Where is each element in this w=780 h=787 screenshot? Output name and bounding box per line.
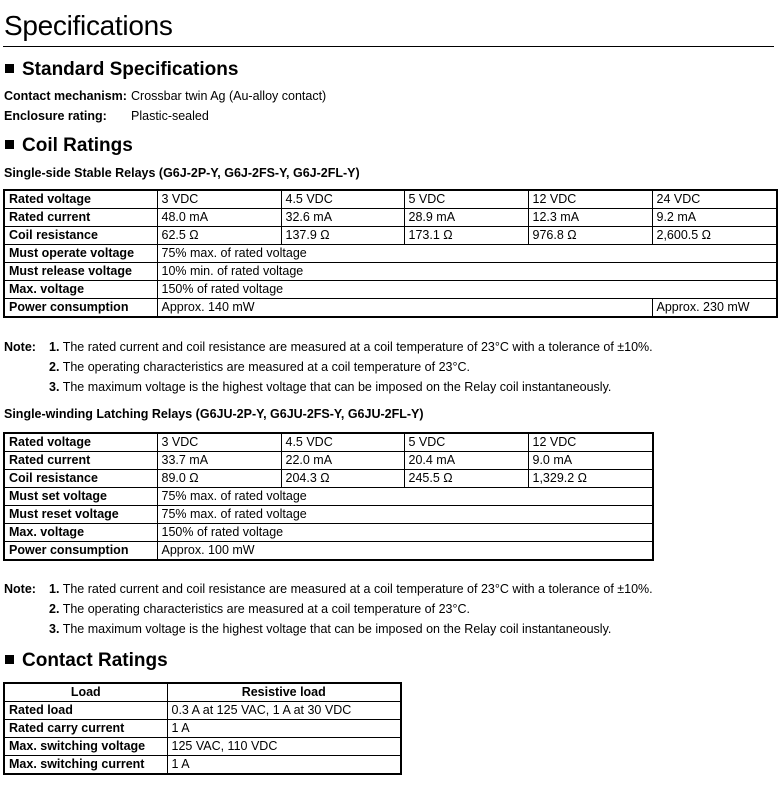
table-cell: 245.5 Ω: [404, 470, 528, 488]
note-text: The maximum voltage is the highest voltage that can be imposed on the Relay coil instantaneously.: [62, 622, 612, 636]
table-row: [4, 488, 653, 506]
row-label: Rated current: [4, 209, 157, 227]
note-number: 2.: [49, 360, 60, 374]
row-label: Must reset voltage: [4, 506, 157, 524]
table-cell: 1 A: [167, 756, 401, 775]
spec-value: Plastic-sealed: [131, 109, 209, 123]
row-label: Power consumption: [4, 299, 157, 318]
row-label: Rated voltage: [4, 190, 157, 209]
table-cell: 125 VAC, 110 VDC: [167, 738, 401, 756]
table-cell: 5 VDC: [404, 190, 528, 209]
table-cell: Approx. 100 mW: [157, 542, 653, 561]
table-cell: 12.3 mA: [528, 209, 652, 227]
table-cell: 28.9 mA: [404, 209, 528, 227]
table-cell: 24 VDC: [652, 190, 777, 209]
table-cell: 137.9 Ω: [281, 227, 404, 245]
spec-row-enclosure-rating: [4, 108, 209, 124]
table-cell: Approx. 230 mW: [652, 299, 777, 318]
row-label: Rated carry current: [4, 720, 167, 738]
table-cell: 12 VDC: [528, 433, 653, 452]
stable-relays-subtitle: Single-side Stable Relays (G6J-2P-Y, G6J-2FS-Y, G6J-2FL-Y): [4, 166, 360, 180]
square-bullet-icon: [5, 655, 14, 664]
spec-row-contact-mechanism: [4, 88, 326, 104]
table-row: [4, 702, 401, 720]
square-bullet-icon: [5, 140, 14, 149]
note-text: The rated current and coil resistance are measured at a coil temperature of 23°C with a tolerance of ±10%.: [62, 340, 653, 354]
table-cell: 22.0 mA: [281, 452, 404, 470]
table-cell: 62.5 Ω: [157, 227, 281, 245]
latching-coil-ratings-table: [3, 432, 654, 561]
table-cell: 0.3 A at 125 VAC, 1 A at 30 VDC: [167, 702, 401, 720]
table-cell: 10% min. of rated voltage: [157, 263, 777, 281]
table-cell: 3 VDC: [157, 190, 281, 209]
row-label: Coil resistance: [4, 470, 157, 488]
note-label: Note:: [4, 340, 36, 354]
note-text: The operating characteristics are measured at a coil temperature of 23°C.: [62, 360, 470, 374]
table-row: [4, 720, 401, 738]
table-cell: 9.2 mA: [652, 209, 777, 227]
table-cell: 150% of rated voltage: [157, 524, 653, 542]
table-cell: 173.1 Ω: [404, 227, 528, 245]
note-text: The maximum voltage is the highest voltage that can be imposed on the Relay coil instantaneously.: [62, 380, 612, 394]
note-number: 2.: [49, 602, 60, 616]
table-row: [4, 542, 653, 561]
spec-value: Crossbar twin Ag (Au-alloy contact): [131, 89, 327, 103]
coil-ratings-heading: [3, 134, 133, 158]
row-label: Max. switching current: [4, 756, 167, 775]
square-bullet-icon: [5, 64, 14, 73]
table-row: [4, 524, 653, 542]
note-number: 1.: [49, 582, 60, 596]
row-label: Must set voltage: [4, 488, 157, 506]
table-header-row: [4, 683, 401, 702]
table-cell: 1 A: [167, 720, 401, 738]
row-label: Must operate voltage: [4, 245, 157, 263]
coil-ratings-heading-text: Coil Ratings: [22, 135, 133, 156]
table-cell: 204.3 Ω: [281, 470, 404, 488]
table-cell: 48.0 mA: [157, 209, 281, 227]
row-label: Rated load: [4, 702, 167, 720]
note-text: The operating characteristics are measured at a coil temperature of 23°C.: [62, 602, 470, 616]
table-row: [4, 470, 653, 488]
table-row: [4, 452, 653, 470]
table-row: [4, 263, 777, 281]
row-label: Must release voltage: [4, 263, 157, 281]
row-label: Max. switching voltage: [4, 738, 167, 756]
page-title: Specifications: [4, 10, 173, 41]
contact-ratings-heading-text: Contact Ratings: [22, 650, 168, 671]
note-number: 1.: [49, 340, 60, 354]
contact-ratings-heading: [3, 649, 168, 673]
table-cell: 75% max. of rated voltage: [157, 506, 653, 524]
table-row: [4, 299, 777, 318]
stable-coil-ratings-table: [3, 189, 778, 318]
table-cell: 20.4 mA: [404, 452, 528, 470]
note-item: [49, 601, 470, 617]
table-cell: 75% max. of rated voltage: [157, 488, 653, 506]
table-cell: 4.5 VDC: [281, 433, 404, 452]
row-label: Coil resistance: [4, 227, 157, 245]
column-header-load: Load: [4, 683, 167, 702]
table-row: [4, 738, 401, 756]
row-label: Max. voltage: [4, 524, 157, 542]
table-cell: 150% of rated voltage: [157, 281, 777, 299]
note-label: Note:: [4, 582, 36, 596]
table-row: [4, 209, 777, 227]
table-cell: 5 VDC: [404, 433, 528, 452]
table-cell: 33.7 mA: [157, 452, 281, 470]
table-row: [4, 281, 777, 299]
table-row: [4, 190, 777, 209]
row-label: Max. voltage: [4, 281, 157, 299]
note-number: 3.: [49, 380, 60, 394]
standard-specifications-heading: [3, 58, 238, 82]
table-cell: Approx. 140 mW: [157, 299, 652, 318]
spec-label: Contact mechanism:: [4, 89, 127, 103]
table-row: [4, 756, 401, 775]
table-row: [4, 227, 777, 245]
note-item: [49, 621, 611, 637]
table-cell: 9.0 mA: [528, 452, 653, 470]
column-header-resistive-load: Resistive load: [167, 683, 401, 702]
note-item: [49, 359, 470, 375]
table-cell: 89.0 Ω: [157, 470, 281, 488]
table-cell: 1,329.2 Ω: [528, 470, 653, 488]
table-cell: 2,600.5 Ω: [652, 227, 777, 245]
table-cell: 12 VDC: [528, 190, 652, 209]
spec-label: Enclosure rating:: [4, 109, 107, 123]
table-row: [4, 433, 653, 452]
note-item: [49, 379, 611, 395]
table-cell: 4.5 VDC: [281, 190, 404, 209]
latching-relays-subtitle: Single-winding Latching Relays (G6JU-2P-Y, G6JU-2FS-Y, G6JU-2FL-Y): [4, 407, 424, 421]
title-divider: [3, 46, 774, 47]
note-item: [49, 581, 653, 597]
table-row: [4, 245, 777, 263]
note-number: 3.: [49, 622, 60, 636]
table-cell: 976.8 Ω: [528, 227, 652, 245]
table-cell: 75% max. of rated voltage: [157, 245, 777, 263]
contact-ratings-table: [3, 682, 402, 775]
note-text: The rated current and coil resistance are measured at a coil temperature of 23°C with a tolerance of ±10%.: [62, 582, 653, 596]
row-label: Power consumption: [4, 542, 157, 561]
note-item: [49, 339, 653, 355]
table-cell: 3 VDC: [157, 433, 281, 452]
row-label: Rated voltage: [4, 433, 157, 452]
standard-specifications-heading-text: Standard Specifications: [22, 59, 239, 80]
table-row: [4, 506, 653, 524]
table-cell: 32.6 mA: [281, 209, 404, 227]
row-label: Rated current: [4, 452, 157, 470]
